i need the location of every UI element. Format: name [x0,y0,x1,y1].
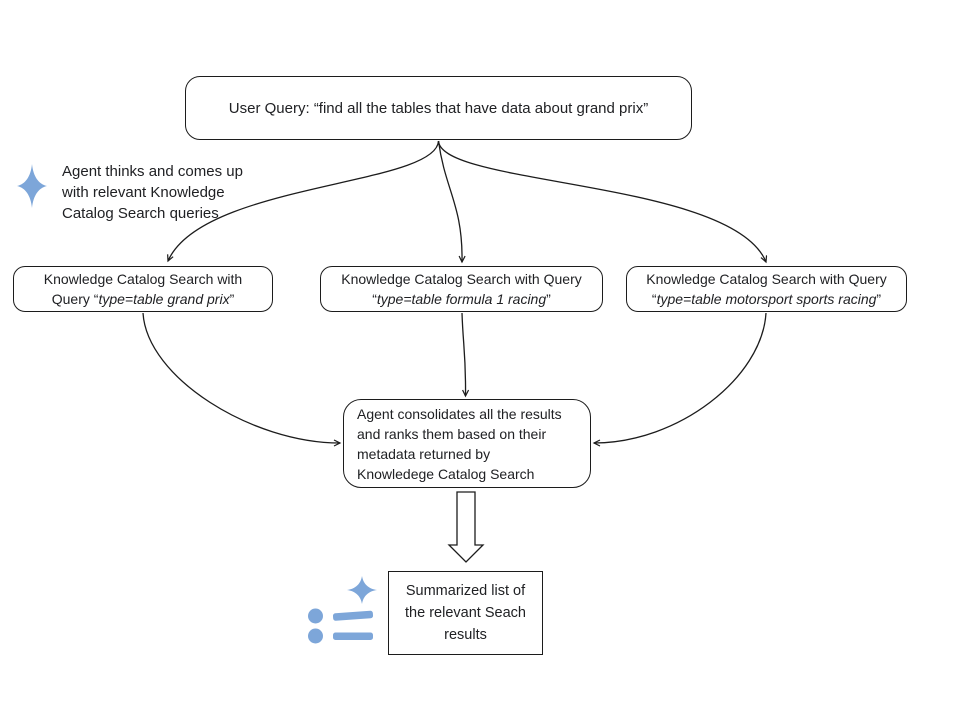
query-quote-open: “ [372,291,377,307]
query-quote-close: ” [229,291,235,307]
search-node-line1: Knowledge Catalog Search with Query [341,271,582,287]
summary-list-icon [300,572,385,647]
query-string: type=table motorsport sports racing [656,291,877,307]
query-quote-close: ” [876,291,882,307]
list-bullet [308,629,323,644]
connector-search1-to-consolidate [143,313,340,443]
summary-line: results [444,627,487,643]
connector-search3-to-consolidate [594,313,766,443]
search-node-formula1 [320,266,603,312]
search-node-line2 [52,289,235,309]
consolidate-line: Agent consolidates all the results [357,405,562,422]
search-node-line2 [652,289,881,309]
sparkle-glyph [347,576,377,604]
query-quote-open: Query “ [51,291,99,307]
connector-query-to-search3 [439,141,767,262]
summary-line: Summarized list of [405,583,526,599]
user-query-text: User Query: “find all the tables that have data about grand prix” [228,99,649,117]
search-node-line2 [372,289,551,309]
agent-note-line: Catalog Search queries [62,205,219,222]
search-node-line1: Knowledge Catalog Search with Query [646,271,887,287]
down-block-arrow [449,492,483,562]
consolidate-line: Knowledege Catalog Search [357,465,535,482]
agent-note-line: Agent thinks and comes up [62,163,243,180]
connector-search2-to-consolidate [462,313,466,396]
query-quote-open: “ [651,291,657,307]
consolidate-node [343,399,591,488]
user-query-node [185,76,692,140]
agent-note [62,161,243,224]
query-quote-close: ” [546,291,551,307]
search-node-motorsport [626,266,907,312]
summary-line: the relevant Seach [405,605,526,621]
search-node-grand-prix [13,266,273,312]
consolidate-line: and ranks them based on their [357,425,547,442]
query-string: type=table formula 1 racing [376,291,547,307]
query-string: type=table grand prix [98,291,230,307]
list-bar [333,633,373,641]
search-node-line1: Knowledge Catalog Search with [43,271,243,287]
list-bar [333,611,373,621]
consolidate-line: metadata returned by [357,445,491,462]
summary-node [388,571,543,655]
list-bullet [308,609,323,624]
agent-note-line: with relevant Knowledge [62,184,225,201]
gemini-sparkle-icon [17,164,47,208]
